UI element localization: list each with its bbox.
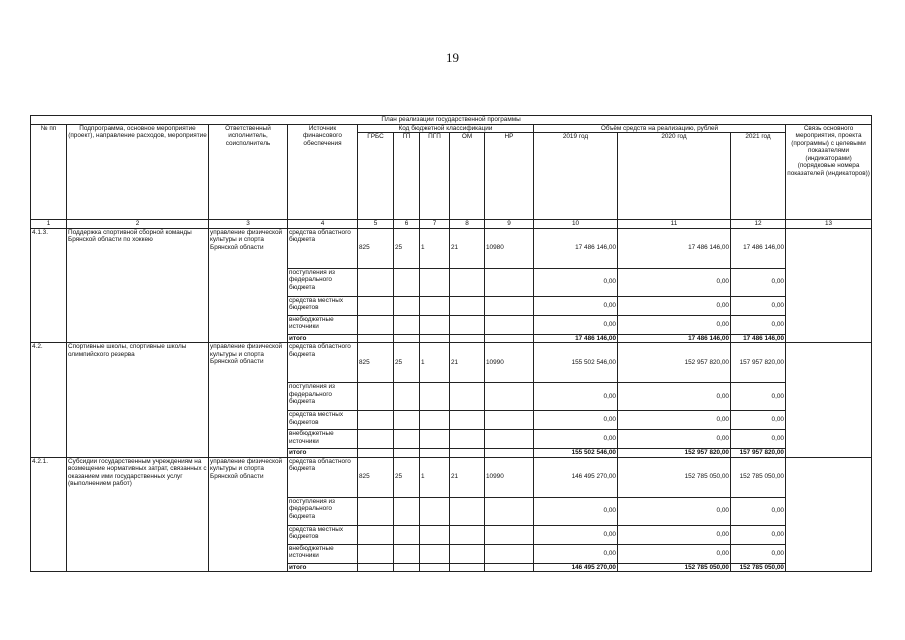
total-2020: 17 486 146,00 xyxy=(618,334,731,343)
code-cell xyxy=(358,383,394,411)
column-number: 9 xyxy=(485,220,534,229)
table-title: План реализации государственной программы xyxy=(31,116,872,125)
column-number: 12 xyxy=(731,220,786,229)
value-2020: 152 785 050,00 xyxy=(618,457,731,497)
row-name: Поддержка спортивной сборной команды Брянской области по хоккею xyxy=(67,228,209,343)
code-om: 21 xyxy=(450,228,485,268)
code-cell xyxy=(394,296,420,315)
code-pgp: 1 xyxy=(420,228,450,268)
code-cell xyxy=(420,430,450,449)
value-2020: 152 957 820,00 xyxy=(618,343,731,383)
code-cell xyxy=(394,563,420,572)
total-2020: 152 785 050,00 xyxy=(618,563,731,572)
column-number: 4 xyxy=(288,220,358,229)
row-link xyxy=(786,343,872,458)
code-cell xyxy=(450,449,485,458)
code-cell xyxy=(450,296,485,315)
source-federal: поступления из федерального бюджета xyxy=(288,268,358,296)
source-extra: внебюджетные источники xyxy=(288,544,358,563)
code-cell xyxy=(450,383,485,411)
source-total: итого xyxy=(288,334,358,343)
code-cell xyxy=(485,449,534,458)
table-row-regional xyxy=(31,343,872,383)
code-cell xyxy=(358,334,394,343)
header-name: Подпрограмма, основное мероприятие (проект), направление расходов, мероприятие xyxy=(67,124,209,220)
header-grbs: ГРБС xyxy=(358,133,394,220)
code-cell xyxy=(420,334,450,343)
code-cell xyxy=(450,563,485,572)
code-pgp: 1 xyxy=(420,343,450,383)
code-cell xyxy=(358,430,394,449)
row-responsible: управление физической культуры и спорта Брянской области xyxy=(209,228,288,343)
column-number: 3 xyxy=(209,220,288,229)
source-extra: внебюджетные источники xyxy=(288,315,358,334)
code-cell xyxy=(450,430,485,449)
value-2020: 0,00 xyxy=(618,497,731,525)
source-local: средства местных бюджетов xyxy=(288,296,358,315)
value-2021: 0,00 xyxy=(731,525,786,544)
header-responsible: Ответственный исполнитель, соисполнитель xyxy=(209,124,288,220)
code-cell xyxy=(485,296,534,315)
code-cell xyxy=(420,268,450,296)
value-2019: 0,00 xyxy=(534,296,618,315)
value-2021: 0,00 xyxy=(731,383,786,411)
code-cell xyxy=(358,411,394,430)
column-number: 13 xyxy=(786,220,872,229)
code-grbs: 825 xyxy=(358,228,394,268)
value-2020: 0,00 xyxy=(618,268,731,296)
value-2020: 0,00 xyxy=(618,544,731,563)
code-cell xyxy=(394,315,420,334)
code-cell xyxy=(358,525,394,544)
value-2021: 0,00 xyxy=(731,430,786,449)
code-cell xyxy=(450,525,485,544)
value-2021: 0,00 xyxy=(731,268,786,296)
code-cell xyxy=(450,334,485,343)
code-cell xyxy=(420,411,450,430)
value-2019: 0,00 xyxy=(534,268,618,296)
code-cell xyxy=(420,383,450,411)
code-cell xyxy=(485,315,534,334)
header-source: Источник финансового обеспечения xyxy=(288,124,358,220)
column-number: 5 xyxy=(358,220,394,229)
value-2021: 0,00 xyxy=(731,544,786,563)
code-cell xyxy=(420,497,450,525)
header-budget-code-group: Код бюджетной классификации xyxy=(358,124,534,133)
code-cell xyxy=(485,430,534,449)
table-row-regional xyxy=(31,457,872,497)
code-cell xyxy=(485,497,534,525)
value-2019: 0,00 xyxy=(534,315,618,334)
row-number: 4.1.3. xyxy=(31,228,67,343)
value-2020: 17 486 146,00 xyxy=(618,228,731,268)
source-federal: поступления из федерального бюджета xyxy=(288,497,358,525)
value-2021: 0,00 xyxy=(731,497,786,525)
code-om: 21 xyxy=(450,457,485,497)
code-cell xyxy=(420,563,450,572)
code-om: 21 xyxy=(450,343,485,383)
code-cell xyxy=(394,334,420,343)
header-row-1 xyxy=(31,124,872,133)
code-cell xyxy=(485,563,534,572)
row-responsible: управление физической культуры и спорта Брянской области xyxy=(209,343,288,458)
header-link: Связь основного мероприятия, проекта (программы) с целевыми показателями (индикаторами) (порядковые номера показателей (индикаторов)) xyxy=(786,124,872,220)
column-number: 1 xyxy=(31,220,67,229)
code-cell xyxy=(420,544,450,563)
value-2021: 0,00 xyxy=(731,315,786,334)
total-2019: 146 495 270,00 xyxy=(534,563,618,572)
source-regional: средства областного бюджета xyxy=(288,343,358,383)
table-row-regional xyxy=(31,228,872,268)
code-cell xyxy=(394,268,420,296)
code-cell xyxy=(420,315,450,334)
code-cell xyxy=(450,544,485,563)
code-gp: 25 xyxy=(394,343,420,383)
code-cell xyxy=(394,544,420,563)
value-2020: 0,00 xyxy=(618,430,731,449)
header-2021: 2021 год xyxy=(731,133,786,220)
header-num: № пп xyxy=(31,124,67,220)
row-number: 4.2.1. xyxy=(31,457,67,572)
value-2019: 17 486 146,00 xyxy=(534,228,618,268)
code-cell xyxy=(394,383,420,411)
value-2020: 0,00 xyxy=(618,411,731,430)
row-responsible: управление физической культуры и спорта Брянской области xyxy=(209,457,288,572)
source-federal: поступления из федерального бюджета xyxy=(288,383,358,411)
code-cell xyxy=(394,430,420,449)
column-number: 2 xyxy=(67,220,209,229)
code-cell xyxy=(358,544,394,563)
code-pgp: 1 xyxy=(420,457,450,497)
source-extra: внебюджетные источники xyxy=(288,430,358,449)
row-name: Спортивные школы, спортивные школы олимпийского резерва xyxy=(67,343,209,458)
value-2021: 0,00 xyxy=(731,296,786,315)
total-2021: 17 486 146,00 xyxy=(731,334,786,343)
code-cell xyxy=(485,268,534,296)
source-local: средства местных бюджетов xyxy=(288,525,358,544)
row-name: Субсидии государственным учреждениям на возмещение нормативных затрат, связанных с оказанием ими государственных услуг (выполнением работ) xyxy=(67,457,209,572)
code-cell xyxy=(485,544,534,563)
header-gp: ГП xyxy=(394,133,420,220)
source-regional: средства областного бюджета xyxy=(288,228,358,268)
column-number: 7 xyxy=(420,220,450,229)
value-2019: 0,00 xyxy=(534,383,618,411)
value-2021: 157 957 820,00 xyxy=(731,343,786,383)
column-number: 11 xyxy=(618,220,731,229)
column-number: 6 xyxy=(394,220,420,229)
value-2020: 0,00 xyxy=(618,525,731,544)
code-cell xyxy=(394,497,420,525)
value-2019: 146 495 270,00 xyxy=(534,457,618,497)
column-number: 8 xyxy=(450,220,485,229)
code-np: 10980 xyxy=(485,228,534,268)
row-number: 4.2. xyxy=(31,343,67,458)
header-pgp: ПГП xyxy=(420,133,450,220)
code-np: 10990 xyxy=(485,457,534,497)
page-number: 19 xyxy=(446,50,459,65)
program-plan-table xyxy=(30,115,872,572)
value-2019: 0,00 xyxy=(534,497,618,525)
code-cell xyxy=(485,334,534,343)
code-grbs: 825 xyxy=(358,457,394,497)
code-gp: 25 xyxy=(394,457,420,497)
value-2021: 17 486 146,00 xyxy=(731,228,786,268)
table-title-row xyxy=(31,116,872,125)
code-cell xyxy=(450,268,485,296)
column-number-row xyxy=(31,220,872,229)
header-om: ОМ xyxy=(450,133,485,220)
value-2019: 0,00 xyxy=(534,411,618,430)
total-2021: 152 785 050,00 xyxy=(731,563,786,572)
value-2020: 0,00 xyxy=(618,383,731,411)
source-total: итого xyxy=(288,449,358,458)
code-cell xyxy=(485,525,534,544)
value-2019: 0,00 xyxy=(534,544,618,563)
row-link xyxy=(786,228,872,343)
code-gp: 25 xyxy=(394,228,420,268)
value-2019: 155 502 546,00 xyxy=(534,343,618,383)
header-2019: 2019 год xyxy=(534,133,618,220)
column-number: 10 xyxy=(534,220,618,229)
source-local: средства местных бюджетов xyxy=(288,411,358,430)
code-cell xyxy=(358,315,394,334)
total-2019: 17 486 146,00 xyxy=(534,334,618,343)
code-cell xyxy=(420,296,450,315)
code-cell xyxy=(358,296,394,315)
code-cell xyxy=(450,411,485,430)
value-2019: 0,00 xyxy=(534,525,618,544)
code-cell xyxy=(358,449,394,458)
code-cell xyxy=(394,449,420,458)
total-2021: 157 957 820,00 xyxy=(731,449,786,458)
header-volume-group: Объём средств на реализацию, рублей xyxy=(534,124,786,133)
code-cell xyxy=(358,268,394,296)
total-2019: 155 502 546,00 xyxy=(534,449,618,458)
value-2021: 152 785 050,00 xyxy=(731,457,786,497)
code-cell xyxy=(450,315,485,334)
code-cell xyxy=(450,497,485,525)
code-cell xyxy=(485,411,534,430)
source-total: итого xyxy=(288,563,358,572)
value-2019: 0,00 xyxy=(534,430,618,449)
source-regional: средства областного бюджета xyxy=(288,457,358,497)
code-cell xyxy=(358,497,394,525)
value-2020: 0,00 xyxy=(618,315,731,334)
code-cell xyxy=(394,525,420,544)
header-np: НР xyxy=(485,133,534,220)
code-cell xyxy=(358,563,394,572)
code-cell xyxy=(394,411,420,430)
value-2021: 0,00 xyxy=(731,411,786,430)
row-link xyxy=(786,457,872,572)
header-2020: 2020 год xyxy=(618,133,731,220)
value-2020: 0,00 xyxy=(618,296,731,315)
code-cell xyxy=(420,525,450,544)
code-np: 10990 xyxy=(485,343,534,383)
code-cell xyxy=(420,449,450,458)
code-grbs: 825 xyxy=(358,343,394,383)
total-2020: 152 957 820,00 xyxy=(618,449,731,458)
code-cell xyxy=(485,383,534,411)
